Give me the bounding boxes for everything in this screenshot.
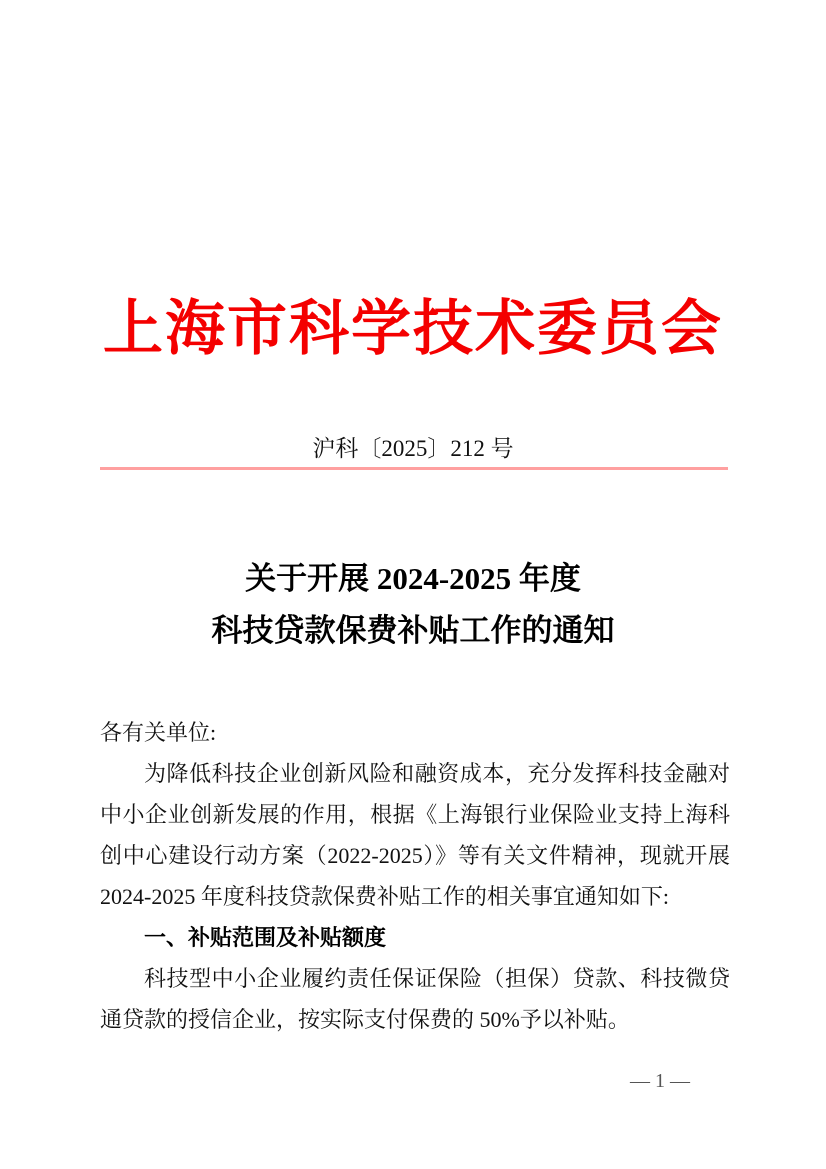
document-body [100,712,730,1040]
agency-title: 上海市科学技术委员会 [103,296,723,362]
document-title-line-1: 关于开展 2024-2025 年度 [245,561,581,596]
document-title [0,553,826,657]
paragraph-subsidy-detail: 科技型中小企业履约责任保证保险（担保）贷款、科技微贷通贷款的授信企业，按实际支付保费的 50%予以补贴。 [100,966,730,1032]
paragraph-intro: 为降低科技企业创新风险和融资成本，充分发挥科技金融对中小企业创新发展的作用，根据《上海银行业保险业支持上海科创中心建设行动方案（2022-2025）》等有关文件精神，现就开展 2024-2025 年度科技贷款保费补贴工作的相关事宜通知如下: [100,761,730,909]
document-title-line-2: 科技贷款保费补贴工作的通知 [211,613,615,648]
salutation: 各有关单位: [100,720,217,745]
document-number: 沪科〔2025〕212 号 [312,436,514,461]
page-number: — 1 — [630,1070,690,1092]
red-divider-line [100,467,728,470]
section-heading-subsidy-scope: 一、补贴范围及补贴额度 [144,925,387,950]
